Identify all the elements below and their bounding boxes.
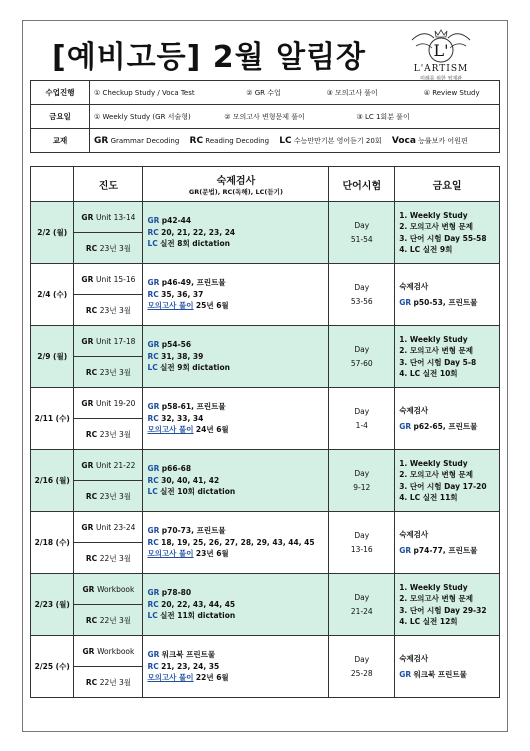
vocab-cell: [329, 388, 395, 450]
subject-tag: GR: [147, 340, 160, 350]
progress-rc: [74, 543, 143, 574]
book-title: Grammar Decoding: [110, 136, 180, 145]
progress-value: 22년 3월: [99, 553, 131, 563]
vocab-day-label: Day: [354, 655, 370, 664]
progress-gr: [74, 264, 143, 295]
mock-exam-date: 25년 6월: [195, 301, 229, 311]
info-value: [90, 81, 500, 105]
friday-text: 1. Weekly Study: [399, 334, 468, 344]
book-tag: GR: [94, 135, 109, 146]
vocab-day-range: 1-4: [355, 421, 368, 430]
schedule-row: [31, 512, 500, 543]
friday-cell: [395, 636, 500, 698]
subject-tag: GR: [399, 670, 412, 679]
friday-line: [399, 405, 495, 417]
homework-line: [147, 548, 324, 560]
progress-tag: RC: [85, 243, 98, 253]
vocab-day-range: 53-56: [350, 297, 373, 306]
friday-cell: [395, 512, 500, 574]
book-title: Reading Decoding: [205, 136, 270, 145]
vocab-day-range: 9-12: [353, 483, 371, 492]
schedule-row: [31, 636, 500, 667]
progress-rc: [74, 419, 143, 450]
vocab-day-range: 51-54: [350, 235, 373, 244]
friday-line: [399, 281, 495, 293]
mock-exam-label: 모의고사 풀이: [147, 673, 194, 683]
homework-cell: [143, 512, 329, 574]
homework-text: p42-44: [161, 216, 192, 226]
homework-text: 실전 11회 dictation: [160, 611, 236, 621]
homework-text: p54-56: [161, 340, 192, 350]
progress-value: 22년 3월: [99, 615, 131, 625]
progress-gr: [74, 636, 143, 667]
progress-tag: RC: [85, 553, 98, 563]
subject-tag: RC: [147, 537, 159, 547]
friday-cell: [395, 326, 500, 388]
date-label: 2/11 (수): [34, 414, 70, 423]
homework-line: [147, 486, 324, 498]
friday-cell: [395, 450, 500, 512]
vocab-day-range: 13-16: [350, 545, 373, 554]
progress-value: 23년 3월: [99, 429, 131, 439]
progress-tag: RC: [85, 367, 98, 377]
progress-value: Unit 17-18: [95, 336, 136, 346]
homework-line: [147, 587, 324, 599]
vocab-cell: [329, 326, 395, 388]
friday-text: 숙제검사: [399, 281, 429, 291]
vocab-cell: [329, 202, 395, 264]
homework-line: [147, 463, 324, 475]
progress-value: Unit 19-20: [95, 398, 136, 408]
homework-text: p70-73, 프린트물: [161, 526, 226, 536]
friday-text: 4. LC 실전 10회: [399, 369, 458, 378]
homework-text: 20, 21, 22, 23, 24: [161, 227, 236, 237]
homework-line: [147, 610, 324, 622]
fri-item: ③ LC 1회분 풀이: [356, 112, 410, 121]
date-label: 2/4 (수): [37, 290, 68, 299]
progress-rc: [74, 357, 143, 388]
friday-line: [399, 669, 495, 681]
friday-line: [399, 469, 495, 481]
friday-line: [399, 481, 495, 493]
progress-value: 23년 3월: [99, 367, 131, 377]
row-date: [31, 450, 74, 512]
row-date: [31, 388, 74, 450]
friday-line: [399, 593, 495, 605]
friday-cell: [395, 264, 500, 326]
schedule-row: [31, 574, 500, 605]
mock-exam-date: 23년 6월: [195, 549, 229, 559]
progress-value: 22년 3월: [99, 677, 131, 687]
homework-line: [147, 215, 324, 227]
logo-slogan: 미래를 위한 영재관: [420, 76, 462, 82]
progress-tag: GR: [82, 584, 95, 594]
friday-text: 3. 단어 시험 Day 17-20: [399, 481, 487, 491]
schedule-table: [30, 166, 500, 698]
friday-line: [399, 368, 495, 380]
logo-name: L'ARTISM: [413, 64, 469, 74]
homework-text: 워크북 프린트물: [161, 650, 216, 660]
progress-value: 23년 3월: [99, 305, 131, 315]
info-row-class: [31, 81, 500, 105]
vocab-day-range: 57-60: [350, 359, 373, 368]
friday-text: 1. Weekly Study: [399, 458, 468, 468]
info-label: 금요일: [31, 105, 90, 129]
date-label: 2/25 (수): [34, 662, 70, 671]
subject-tag: RC: [147, 475, 159, 485]
homework-cell: [143, 636, 329, 698]
vocab-day-label: Day: [354, 531, 370, 540]
book-tag: RC: [189, 135, 204, 146]
homework-line: [147, 339, 324, 351]
homework-text: 18, 19, 25, 26, 27, 28, 29, 43, 44, 45: [161, 537, 315, 547]
friday-line: [399, 616, 495, 628]
friday-text: 4. LC 실전 11회: [399, 493, 458, 502]
friday-line: [399, 605, 495, 617]
friday-line: [399, 244, 495, 256]
friday-line: [399, 210, 495, 222]
mock-exam-label: 모의고사 풀이: [147, 549, 194, 559]
vocab-cell: [329, 574, 395, 636]
homework-line: [147, 277, 324, 289]
friday-text: p74-77, 프린트물: [413, 546, 478, 555]
info-value: [90, 105, 500, 129]
progress-rc: [74, 233, 143, 264]
header-vocab: 단어시험: [329, 167, 395, 202]
homework-line: [147, 413, 324, 425]
progress-gr: [74, 202, 143, 233]
friday-line: [399, 458, 495, 470]
progress-tag: GR: [81, 522, 94, 532]
friday-line: [399, 529, 495, 541]
friday-text: 2. 모의고사 변형 문제: [399, 222, 474, 231]
subject-tag: LC: [147, 487, 158, 497]
row-date: [31, 636, 74, 698]
progress-rc: [74, 605, 143, 636]
progress-tag: GR: [81, 460, 94, 470]
homework-cell: [143, 450, 329, 512]
homework-line: [147, 525, 324, 537]
vocab-day-label: Day: [354, 283, 370, 292]
progress-gr: [74, 512, 143, 543]
book-title: 수능만만기본 영어듣기 20회: [293, 136, 382, 145]
subject-tag: LC: [147, 611, 158, 621]
homework-line: [147, 362, 324, 374]
subject-tag: RC: [147, 289, 159, 299]
schedule-row: [31, 326, 500, 357]
homework-line: [147, 351, 324, 363]
schedule-row: [31, 202, 500, 233]
row-date: [31, 326, 74, 388]
homework-text: 31, 38, 39: [161, 351, 204, 361]
row-date: [31, 574, 74, 636]
homework-cell: [143, 388, 329, 450]
homework-line: [147, 227, 324, 239]
friday-text: 1. Weekly Study: [399, 582, 468, 592]
mock-exam-date: 22년 6월: [195, 673, 229, 683]
info-table: [30, 80, 500, 153]
subject-tag: GR: [399, 546, 412, 555]
class-item: ② GR 수업: [246, 88, 281, 97]
subject-tag: GR: [147, 588, 160, 598]
progress-tag: GR: [81, 398, 94, 408]
friday-text: 숙제검사: [399, 653, 429, 663]
subject-tag: GR: [147, 402, 160, 412]
row-date: [31, 202, 74, 264]
homework-text: p58-61, 프린트물: [161, 402, 226, 412]
vocab-day-range: 25-28: [350, 669, 373, 678]
header-homework: [143, 167, 329, 202]
vocab-cell: [329, 636, 395, 698]
progress-gr: [74, 574, 143, 605]
progress-value: Unit 15-16: [95, 274, 136, 284]
subject-tag: GR: [147, 216, 160, 226]
progress-tag: GR: [81, 336, 94, 346]
friday-text: 숙제검사: [399, 529, 429, 539]
friday-line: [399, 492, 495, 504]
info-label: 교재: [31, 129, 90, 153]
friday-line: [399, 345, 495, 357]
homework-text: 21, 23, 24, 35: [161, 661, 220, 671]
book-title: 능률보카 어원편: [418, 136, 468, 145]
fri-item: ① Weekly Study (GR 서술형): [94, 112, 191, 121]
homework-cell: [143, 326, 329, 388]
schedule-header-row: [31, 167, 500, 202]
homework-line: [147, 649, 324, 661]
friday-line: [399, 221, 495, 233]
date-label: 2/23 (월): [34, 600, 70, 609]
friday-text: 2. 모의고사 변형 문제: [399, 346, 474, 355]
progress-tag: RC: [85, 677, 98, 687]
progress-rc: [74, 667, 143, 698]
homework-line: [147, 289, 324, 301]
homework-line: [147, 661, 324, 673]
friday-text: 2. 모의고사 변형 문제: [399, 594, 474, 603]
subject-tag: LC: [147, 363, 158, 373]
subject-tag: RC: [147, 661, 159, 671]
progress-value: 23년 3월: [99, 243, 131, 253]
mock-exam-label: 모의고사 풀이: [147, 301, 194, 311]
subject-tag: GR: [399, 422, 412, 431]
homework-line: [147, 672, 324, 684]
class-item: ① Checkup Study / Voca Test: [94, 88, 195, 97]
friday-line: [399, 582, 495, 594]
header-homework-title: 숙제검사: [216, 176, 256, 187]
progress-tag: GR: [81, 212, 94, 222]
schedule-row: [31, 388, 500, 419]
book-item: [392, 136, 468, 146]
vocab-cell: [329, 264, 395, 326]
friday-text: p50-53, 프린트물: [413, 298, 478, 307]
book-item: [279, 136, 381, 146]
homework-text: 실전 10회 dictation: [160, 487, 236, 497]
homework-text: 실전 8회 dictation: [160, 239, 230, 249]
header-friday: 금요일: [395, 167, 500, 202]
info-row-books: [31, 129, 500, 153]
vocab-cell: [329, 512, 395, 574]
friday-cell: [395, 202, 500, 264]
fri-item: ② 모의고사 변형문제 풀이: [224, 112, 305, 121]
friday-line: [399, 357, 495, 369]
friday-cell: [395, 388, 500, 450]
progress-value: Workbook: [97, 646, 135, 656]
subject-tag: GR: [147, 526, 160, 536]
friday-line: [399, 297, 495, 309]
progress-gr: [74, 326, 143, 357]
row-date: [31, 264, 74, 326]
mock-exam-label: 모의고사 풀이: [147, 425, 194, 435]
friday-line: [399, 421, 495, 433]
friday-text: 3. 단어 시험 Day 29-32: [399, 605, 487, 615]
progress-value: 23년 3월: [99, 491, 131, 501]
vocab-day-range: 21-24: [350, 607, 373, 616]
vocab-cell: [329, 450, 395, 512]
progress-rc: [74, 481, 143, 512]
friday-cell: [395, 574, 500, 636]
friday-line: [399, 334, 495, 346]
row-date: [31, 512, 74, 574]
info-row-friday: [31, 105, 500, 129]
book-item: [94, 136, 179, 146]
subject-tag: GR: [147, 650, 160, 660]
info-label: 수업진행: [31, 81, 90, 105]
subject-tag: RC: [147, 413, 159, 423]
progress-gr: [74, 388, 143, 419]
header-date: [31, 167, 74, 202]
progress-value: Unit 23-24: [95, 522, 136, 532]
homework-line: [147, 300, 324, 312]
header-homework-sub: GR(문법), RC(독해), LC(듣기): [188, 188, 283, 196]
subject-tag: RC: [147, 599, 159, 609]
mock-exam-date: 24년 6월: [195, 425, 229, 435]
friday-line: [399, 233, 495, 245]
friday-text: 3. 단어 시험 Day 55-58: [399, 233, 487, 243]
date-label: 2/16 (월): [34, 476, 70, 485]
progress-tag: GR: [81, 274, 94, 284]
book-item: [190, 136, 270, 146]
friday-line: [399, 653, 495, 665]
homework-cell: [143, 574, 329, 636]
progress-rc: [74, 295, 143, 326]
book-tag: LC: [279, 135, 292, 146]
vocab-day-label: Day: [354, 469, 370, 478]
homework-text: p66-68: [161, 464, 192, 474]
subject-tag: GR: [399, 298, 412, 307]
homework-text: 30, 40, 41, 42: [161, 475, 220, 485]
vocab-day-label: Day: [354, 407, 370, 416]
subject-tag: RC: [147, 227, 159, 237]
progress-tag: GR: [82, 646, 95, 656]
homework-line: [147, 424, 324, 436]
book-tag: Voca: [391, 135, 416, 146]
subject-tag: RC: [147, 351, 159, 361]
progress-tag: RC: [85, 429, 98, 439]
progress-tag: RC: [85, 491, 98, 501]
homework-text: p78-80: [161, 588, 192, 598]
homework-line: [147, 238, 324, 250]
homework-line: [147, 475, 324, 487]
homework-text: 실전 9회 dictation: [160, 363, 230, 373]
logo-letter: L': [433, 41, 449, 60]
date-label: 2/9 (월): [37, 352, 68, 361]
progress-tag: RC: [85, 615, 98, 625]
friday-text: 1. Weekly Study: [399, 210, 468, 220]
progress-value: Workbook: [97, 584, 135, 594]
friday-text: 3. 단어 시험 Day 5-8: [399, 357, 477, 367]
date-label: 2/18 (수): [34, 538, 70, 547]
homework-text: 35, 36, 37: [161, 289, 204, 299]
logo-emblem-icon: [406, 26, 476, 66]
info-value: [90, 129, 500, 153]
vocab-day-label: Day: [354, 345, 370, 354]
friday-text: p62-65, 프린트물: [413, 422, 478, 431]
progress-value: Unit 13-14: [95, 212, 136, 222]
class-item: ④ Review Study: [423, 88, 480, 97]
subject-tag: LC: [147, 239, 158, 249]
homework-line: [147, 599, 324, 611]
friday-text: 4. LC 실전 9회: [399, 245, 453, 254]
subject-tag: GR: [147, 278, 160, 288]
vocab-day-label: Day: [354, 593, 370, 602]
homework-cell: [143, 264, 329, 326]
header-progress: 진도: [74, 167, 143, 202]
homework-cell: [143, 202, 329, 264]
page-title: [예비고등] 2월 알림장: [52, 40, 367, 75]
homework-line: [147, 401, 324, 413]
date-label: 2/2 (월): [37, 228, 68, 237]
homework-text: 20, 22, 43, 44, 45: [161, 599, 236, 609]
vocab-day-label: Day: [354, 221, 370, 230]
homework-text: p46-49, 프린트물: [161, 278, 226, 288]
schedule-row: [31, 450, 500, 481]
friday-text: 4. LC 실전 12회: [399, 617, 458, 626]
friday-text: 숙제검사: [399, 405, 429, 415]
progress-tag: RC: [85, 305, 98, 315]
progress-gr: [74, 450, 143, 481]
friday-text: 워크북 프린트물: [413, 670, 467, 679]
homework-line: [147, 537, 324, 549]
friday-line: [399, 545, 495, 557]
schedule-row: [31, 264, 500, 295]
subject-tag: GR: [147, 464, 160, 474]
class-item: ③ 모의고사 풀이: [326, 88, 378, 97]
friday-text: 2. 모의고사 변형 문제: [399, 470, 474, 479]
progress-value: Unit 21-22: [95, 460, 136, 470]
homework-text: 32, 33, 34: [161, 413, 204, 423]
